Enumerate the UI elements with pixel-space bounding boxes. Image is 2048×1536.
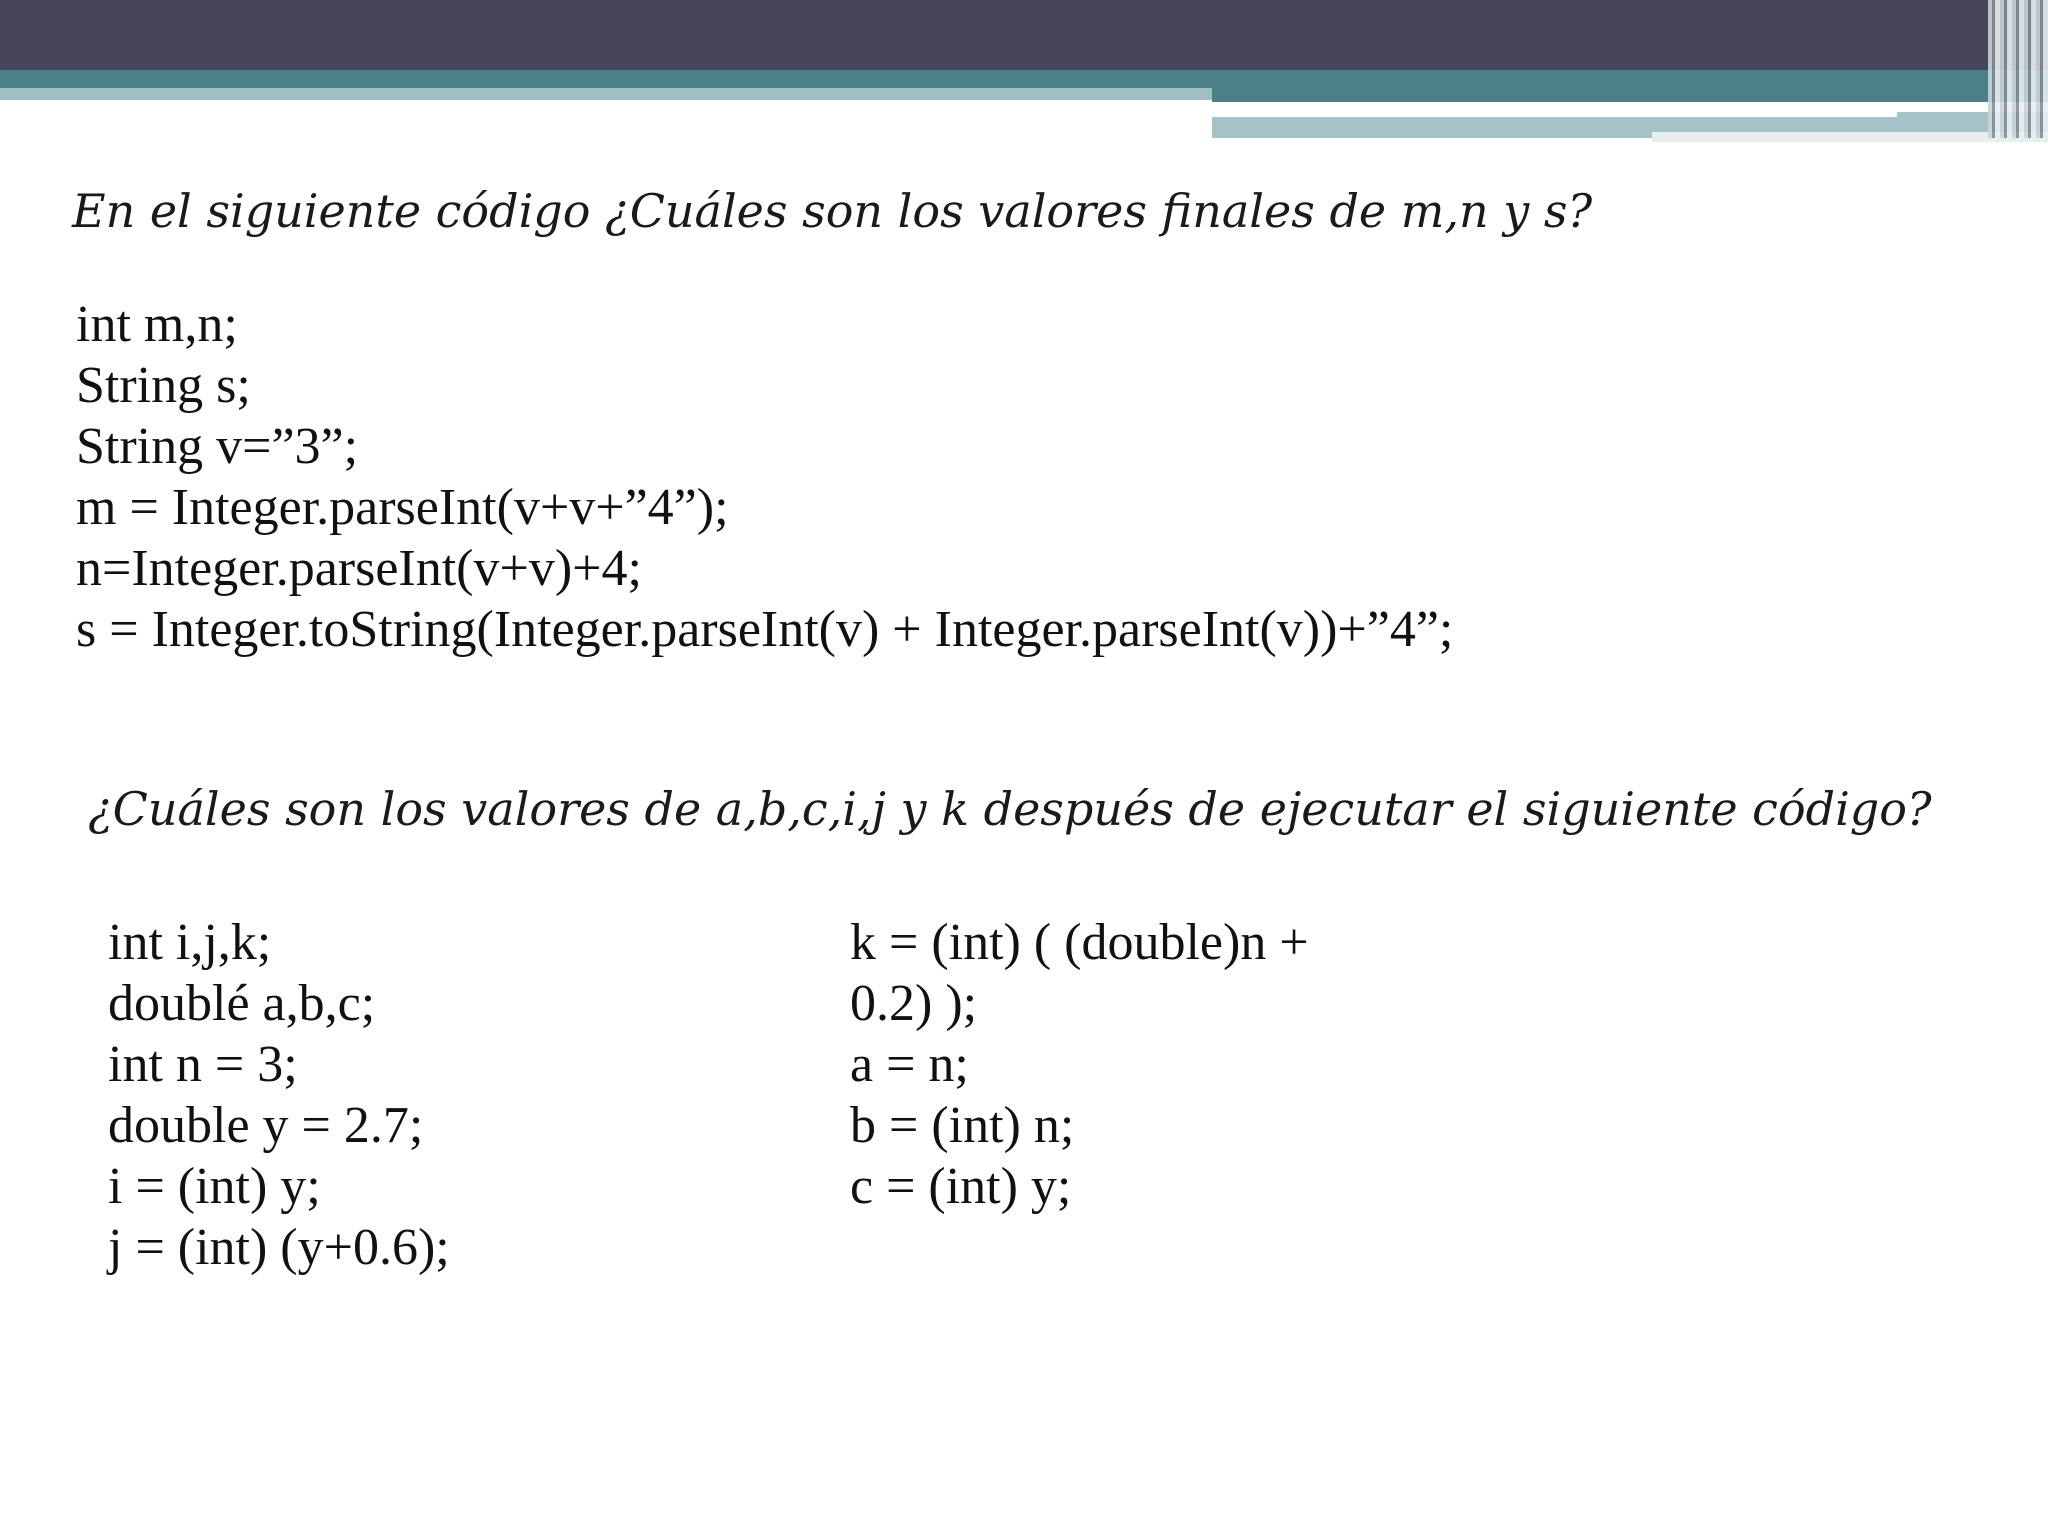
code-line: int m,n;: [76, 296, 238, 353]
code-line: m = Integer.parseInt(v+v+”4”);: [76, 479, 729, 536]
header-edge-stripes: [1988, 0, 2048, 138]
code-line: n=Integer.parseInt(v+v)+4;: [76, 540, 642, 597]
code-block-2-left: [108, 912, 450, 1278]
code-line: String s;: [76, 357, 251, 414]
code-block-1: [76, 294, 1453, 660]
header-band-dark: [0, 0, 2048, 70]
header-band-teal-right: [1212, 88, 2048, 102]
header-band-white-line: [1212, 112, 1897, 117]
header-band-teal: [0, 70, 2048, 88]
question-1: En el siguiente código ¿Cuáles son los valores finales de m,n y s?: [72, 184, 1593, 238]
question-2: ¿Cuáles son los valores de a,b,c,i,j y k después de ejecutar el siguiente código?: [88, 782, 1932, 836]
code-line: c = (int) y;: [850, 1158, 1072, 1215]
code-line: int i,j,k;: [108, 914, 272, 971]
code-line: int n = 3;: [108, 1036, 298, 1093]
header-band-light-left: [0, 88, 1212, 100]
code-line: s = Integer.toString(Integer.parseInt(v) + Integer.parseInt(v))+”4”;: [76, 601, 1454, 658]
code-block-2-right: [850, 912, 1309, 1217]
header-band-white-strip: [1212, 102, 1992, 112]
code-line: k = (int) ( (double)n +: [850, 914, 1309, 971]
code-line: a = n;: [850, 1036, 969, 1093]
code-line: b = (int) n;: [850, 1097, 1075, 1154]
code-line: 0.2) );: [850, 975, 978, 1032]
code-line: double y = 2.7;: [108, 1097, 424, 1154]
code-line: doublé a,b,c;: [108, 975, 376, 1032]
code-line: String v=”3”;: [76, 418, 359, 475]
code-line: i = (int) y;: [108, 1158, 321, 1215]
code-line: j = (int) (y+0.6);: [108, 1219, 450, 1276]
